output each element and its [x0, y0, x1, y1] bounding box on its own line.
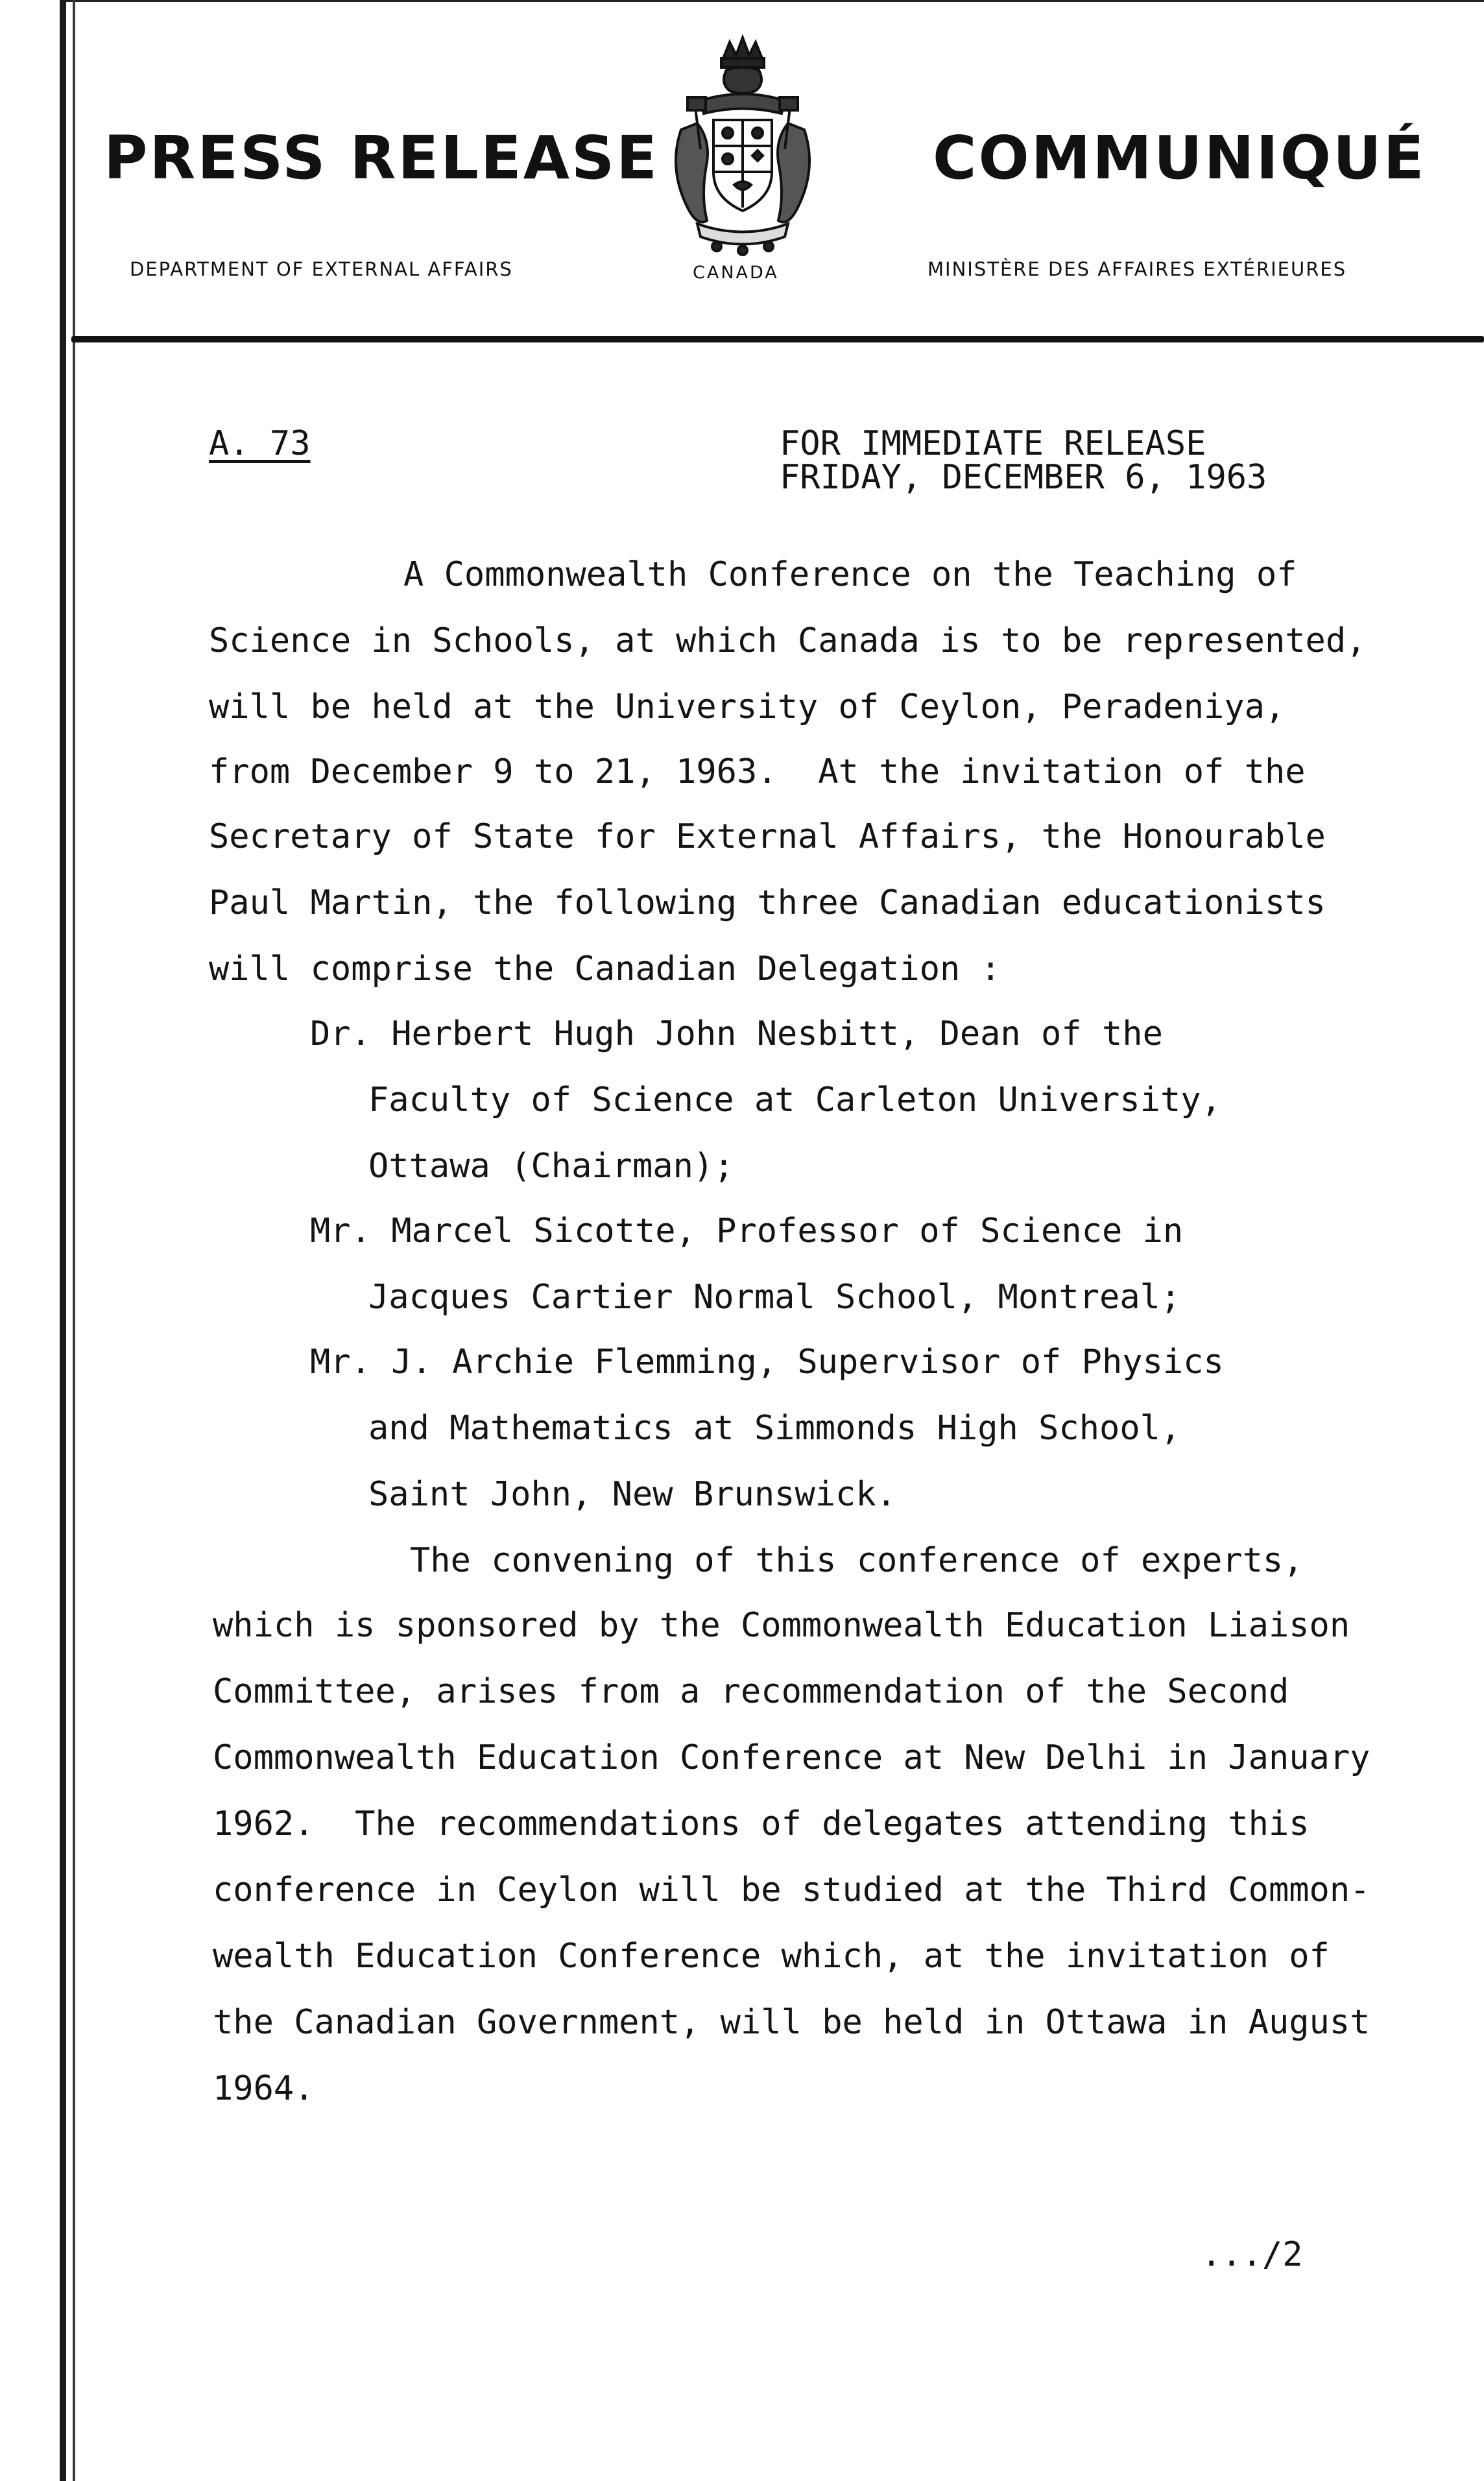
paragraph-2-line: the Canadian Government, will be held in Ottawa in August	[213, 2003, 1370, 2042]
page-continuation: .../2	[1201, 2235, 1303, 2274]
communique-title: COMMUNIQUÉ	[933, 123, 1426, 193]
department-name-en: DEPARTMENT OF EXTERNAL AFFAIRS	[130, 258, 513, 280]
paragraph-2-line: 1962. The recommendations of delegates attending this	[213, 1804, 1310, 1843]
delegate-entry-line: Jacques Cartier Normal School, Montreal;	[368, 1278, 1181, 1317]
delegate-entry-line: and Mathematics at Simmonds High School,	[368, 1409, 1181, 1448]
paragraph-2-line: 1964.	[213, 2069, 315, 2108]
left-binding-inner-line	[73, 0, 75, 2481]
delegate-entry-line: Ottawa (Chairman);	[368, 1147, 734, 1186]
paragraph-1-line: Secretary of State for External Affairs, the Honourable	[209, 817, 1326, 856]
paragraph-1-line: will be held at the University of Ceylon, Peradeniya,	[209, 688, 1286, 726]
delegate-entry-line: Dr. Herbert Hugh John Nesbitt, Dean of the	[310, 1014, 1163, 1053]
paragraph-1-line: Science in Schools, at which Canada is to be represented,	[209, 621, 1367, 660]
press-release-title: PRESS RELEASE	[104, 123, 659, 193]
paragraph-2-line: conference in Ceylon will be studied at the Third Common-	[213, 1871, 1370, 1910]
paragraph-1-line: will comprise the Canadian Delegation :	[209, 950, 1001, 989]
paragraph-2-line: which is sponsored by the Commonwealth Education Liaison	[213, 1606, 1350, 1645]
delegate-entry-line: Mr. Marcel Sicotte, Professor of Science in	[310, 1212, 1184, 1251]
paragraph-1-line: from December 9 to 21, 1963. At the invitation of the	[209, 752, 1306, 791]
left-binding-edge	[60, 0, 66, 2481]
paragraph-2-line: Commonwealth Education Conference at New Delhi in January	[213, 1738, 1370, 1777]
delegate-entry-line: Saint John, New Brunswick.	[368, 1475, 896, 1514]
coat-of-arms-icon	[662, 32, 824, 259]
delegate-entry-line: Mr. J. Archie Flemming, Supervisor of Physics	[310, 1343, 1224, 1382]
release-instruction: FOR IMMEDIATE RELEASE	[780, 424, 1206, 463]
department-name-fr: MINISTÈRE DES AFFAIRES EXTÉRIEURES	[928, 258, 1347, 280]
release-date: FRIDAY, DECEMBER 6, 1963	[780, 458, 1267, 497]
top-border	[60, 0, 1484, 2]
release-reference: A. 73	[209, 424, 311, 463]
paragraph-1-line: Paul Martin, the following three Canadian educationists	[209, 883, 1326, 922]
paragraph-2-line: Committee, arises from a recommendation of the Second	[213, 1672, 1289, 1711]
country-label: CANADA	[693, 263, 779, 283]
header-rule	[71, 336, 1484, 342]
paragraph-2-line: wealth Education Conference which, at the invitation of	[213, 1937, 1330, 1976]
paragraph-2-line: The convening of this conference of experts,	[410, 1541, 1304, 1580]
paragraph-1-line: A Commonwealth Conference on the Teaching of	[403, 555, 1297, 594]
delegate-entry-line: Faculty of Science at Carleton University,	[368, 1081, 1221, 1120]
